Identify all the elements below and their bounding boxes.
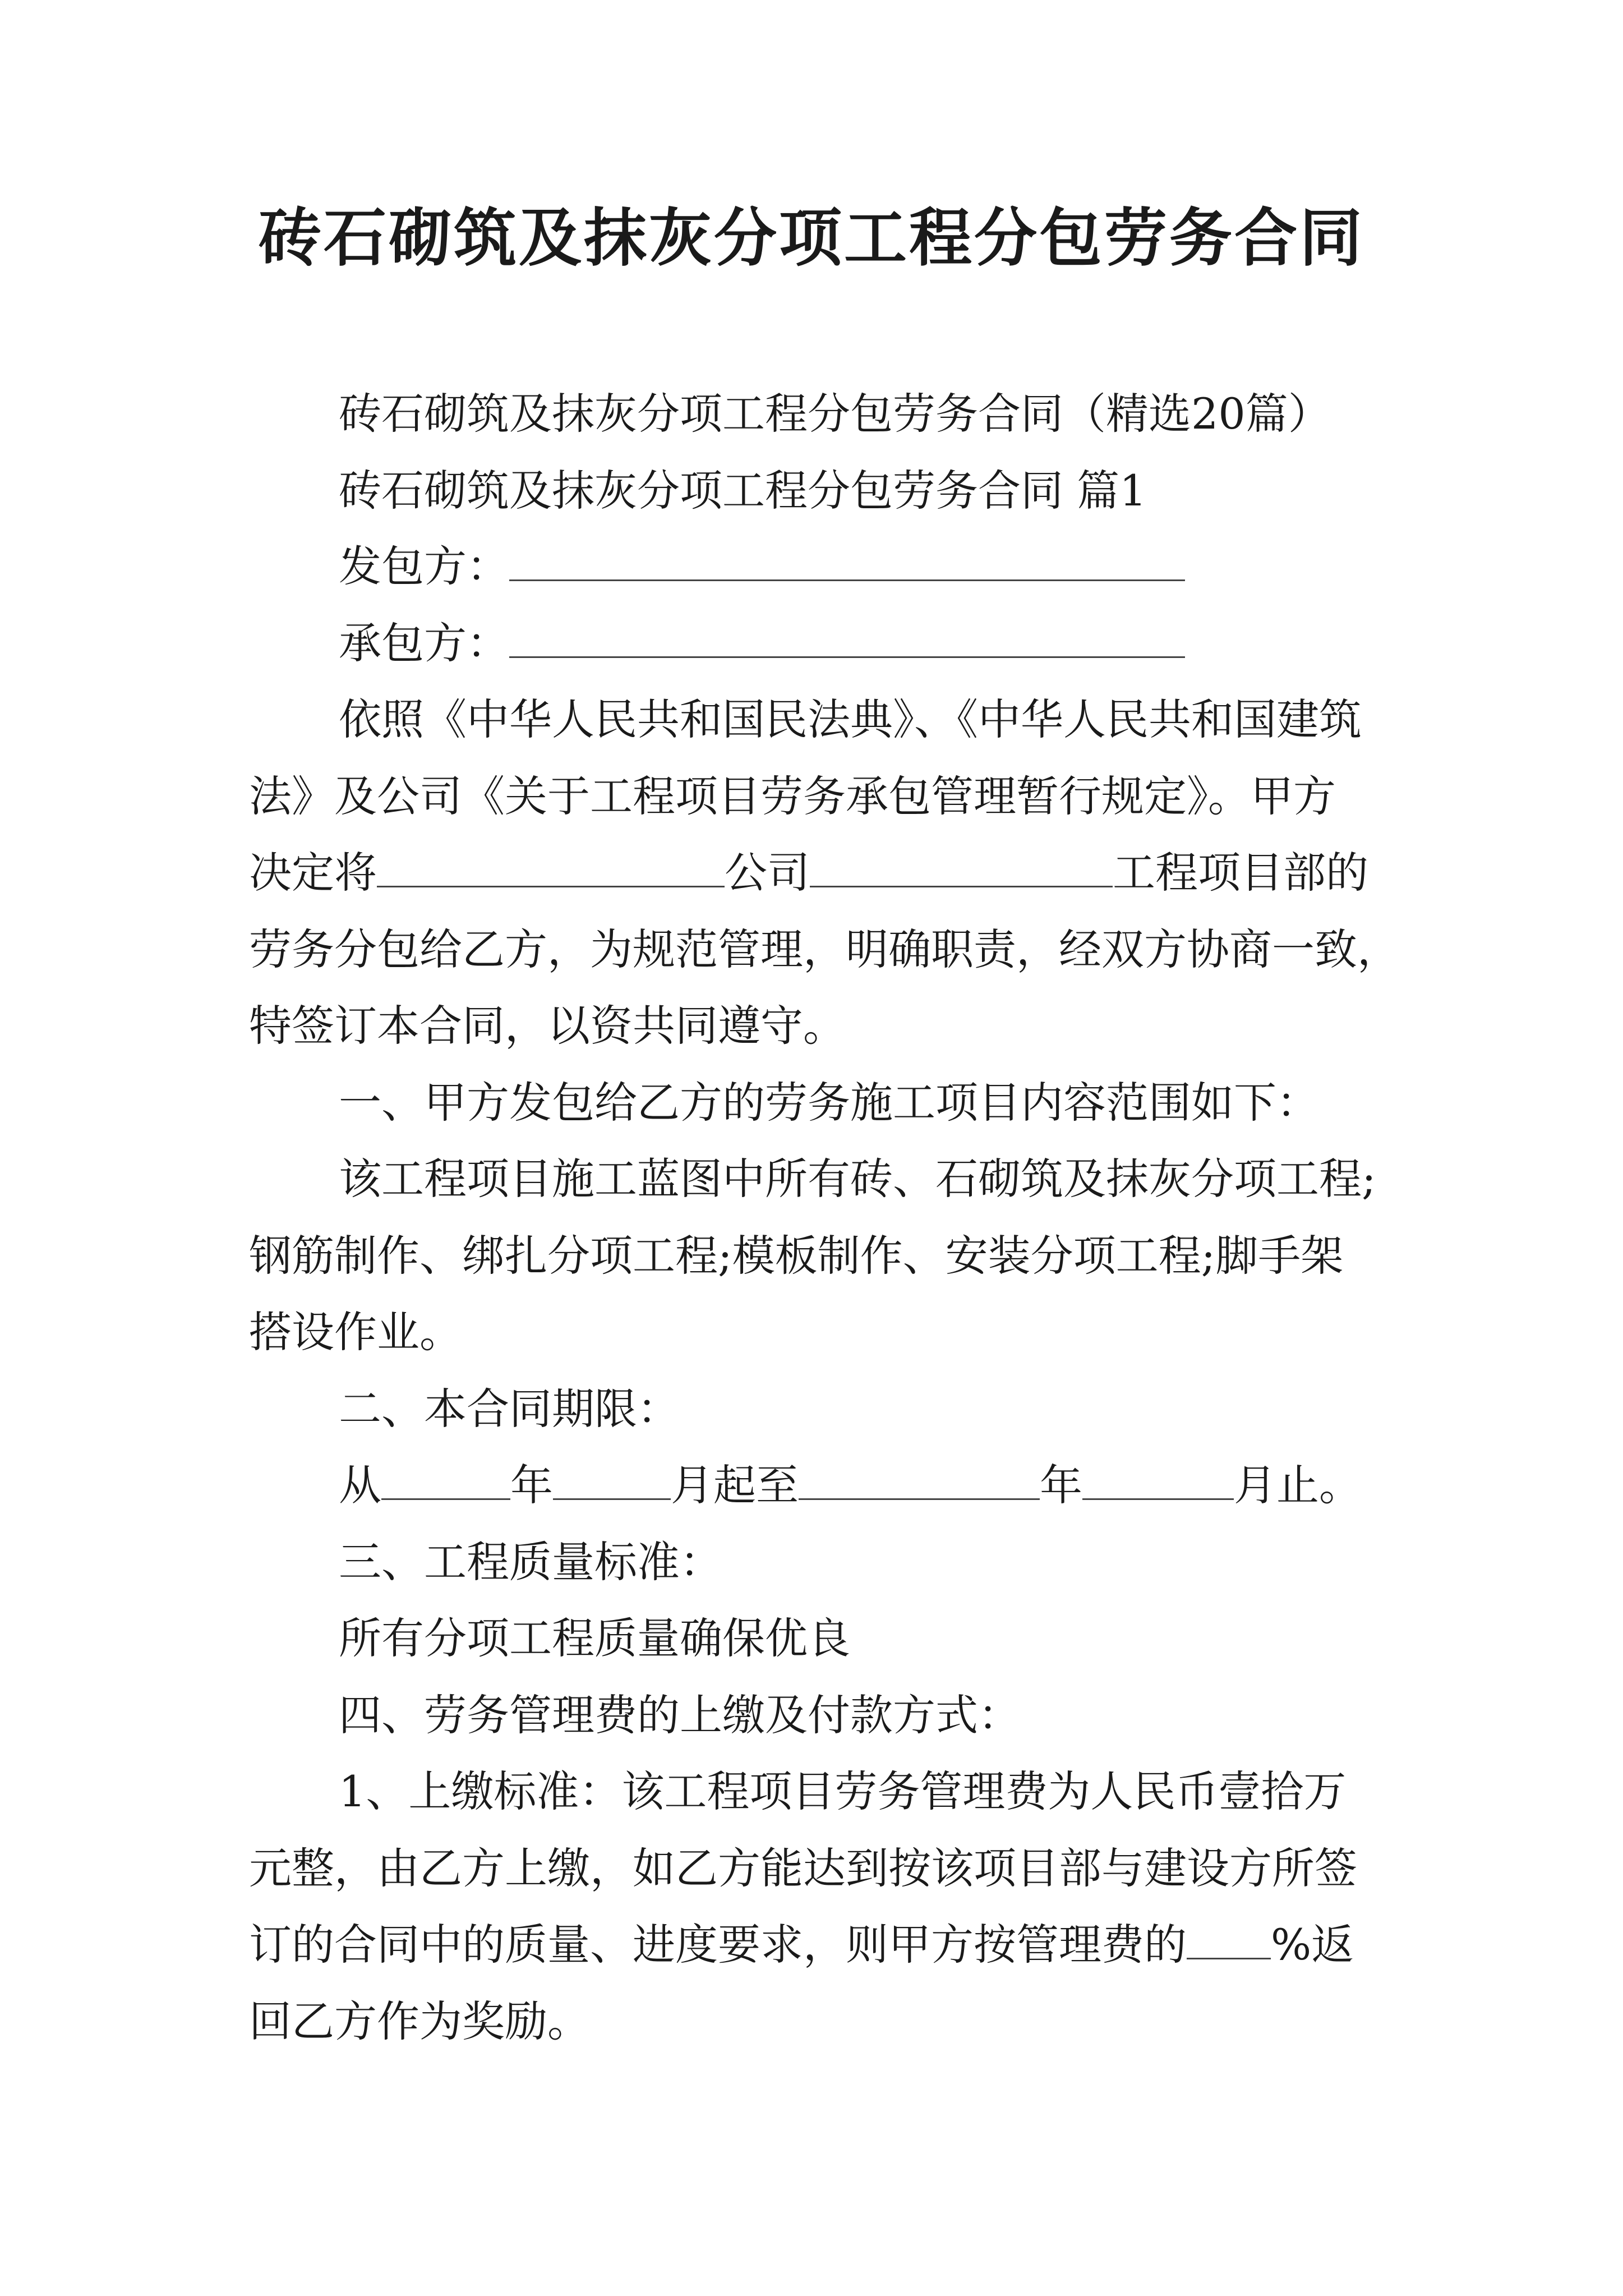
intro-text-c: 工程项目部的 (1113, 848, 1368, 898)
period-to-text: 月起至 (671, 1460, 799, 1510)
contract-period-line (339, 1457, 1362, 1513)
section-3-heading: 三、工程质量标准： (339, 1537, 722, 1587)
intro-line-3 (249, 845, 1368, 901)
party-b-label: 承包方： (339, 618, 509, 668)
intro-line-4: 劳务分包给乙方，为规范管理，明确职责，经双方协商一致， (249, 924, 1400, 974)
document-subtitle: 砖石砌筑及抹灰分项工程分包劳务合同（精选20篇） (339, 389, 1331, 439)
section-3-body: 所有分项工程质量确保优良 (339, 1613, 850, 1663)
intro-text-a: 决定将 (249, 848, 377, 898)
project-blank (810, 845, 1113, 887)
intro-line-2: 法》及公司《关于工程项目劳务承包管理暂行规定》。甲方 (249, 771, 1336, 821)
start-month-blank (553, 1458, 671, 1500)
start-year-blank (381, 1458, 510, 1500)
end-year-blank (799, 1458, 1040, 1500)
period-year-text: 年 (510, 1460, 553, 1510)
section-4-text-b: %返 (1271, 1920, 1354, 1970)
party-a-label: 发包方： (339, 541, 509, 591)
party-b-blank (509, 616, 1185, 658)
chapter-heading: 砖石砌筑及抹灰分项工程分包劳务合同 篇1 (339, 466, 1147, 516)
intro-line-1: 依照《中华人民共和国民法典》、《中华人民共和国建筑 (339, 694, 1362, 744)
end-month-blank (1082, 1458, 1234, 1500)
section-1-heading: 一、甲方发包给乙方的劳务施工项目内容范围如下： (339, 1078, 1319, 1128)
company-blank (377, 845, 725, 887)
section-4-line-4: 回乙方作为奖励。 (249, 1996, 590, 2046)
intro-line-5: 特签订本合同，以资共同遵守。 (249, 1001, 846, 1051)
section-1-line-3: 搭设作业。 (249, 1307, 462, 1357)
section-4-heading: 四、劳务管理费的上缴及付款方式： (339, 1690, 1021, 1740)
document-title: 砖石砌筑及抹灰分项工程分包劳务合同 (259, 202, 1364, 275)
section-4-line-1: 1、上缴标准：该工程项目劳务管理费为人民币壹拾万 (339, 1766, 1347, 1816)
period-end-text: 月止。 (1234, 1460, 1362, 1510)
section-2-heading: 二、本合同期限： (339, 1384, 680, 1434)
section-4-text-a: 订的合同中的质量、进度要求，则甲方按管理费的 (249, 1920, 1187, 1970)
section-1-line-1: 该工程项目施工蓝图中所有砖、石砌筑及抹灰分项工程; (339, 1154, 1376, 1204)
period-from-text: 从 (339, 1460, 381, 1510)
section-4-line-3 (249, 1917, 1354, 1973)
intro-text-b: 公司 (725, 848, 810, 898)
period-end-year-text: 年 (1040, 1460, 1082, 1510)
party-a-line (339, 539, 1185, 595)
party-b-line (339, 615, 1185, 671)
section-1-line-2: 钢筋制作、绑扎分项工程;模板制作、安装分项工程;脚手架 (249, 1231, 1344, 1281)
party-a-blank (509, 539, 1185, 581)
percent-blank (1187, 1917, 1271, 1959)
section-4-line-2: 元整，由乙方上缴，如乙方能达到按该项目部与建设方所签 (249, 1843, 1357, 1893)
